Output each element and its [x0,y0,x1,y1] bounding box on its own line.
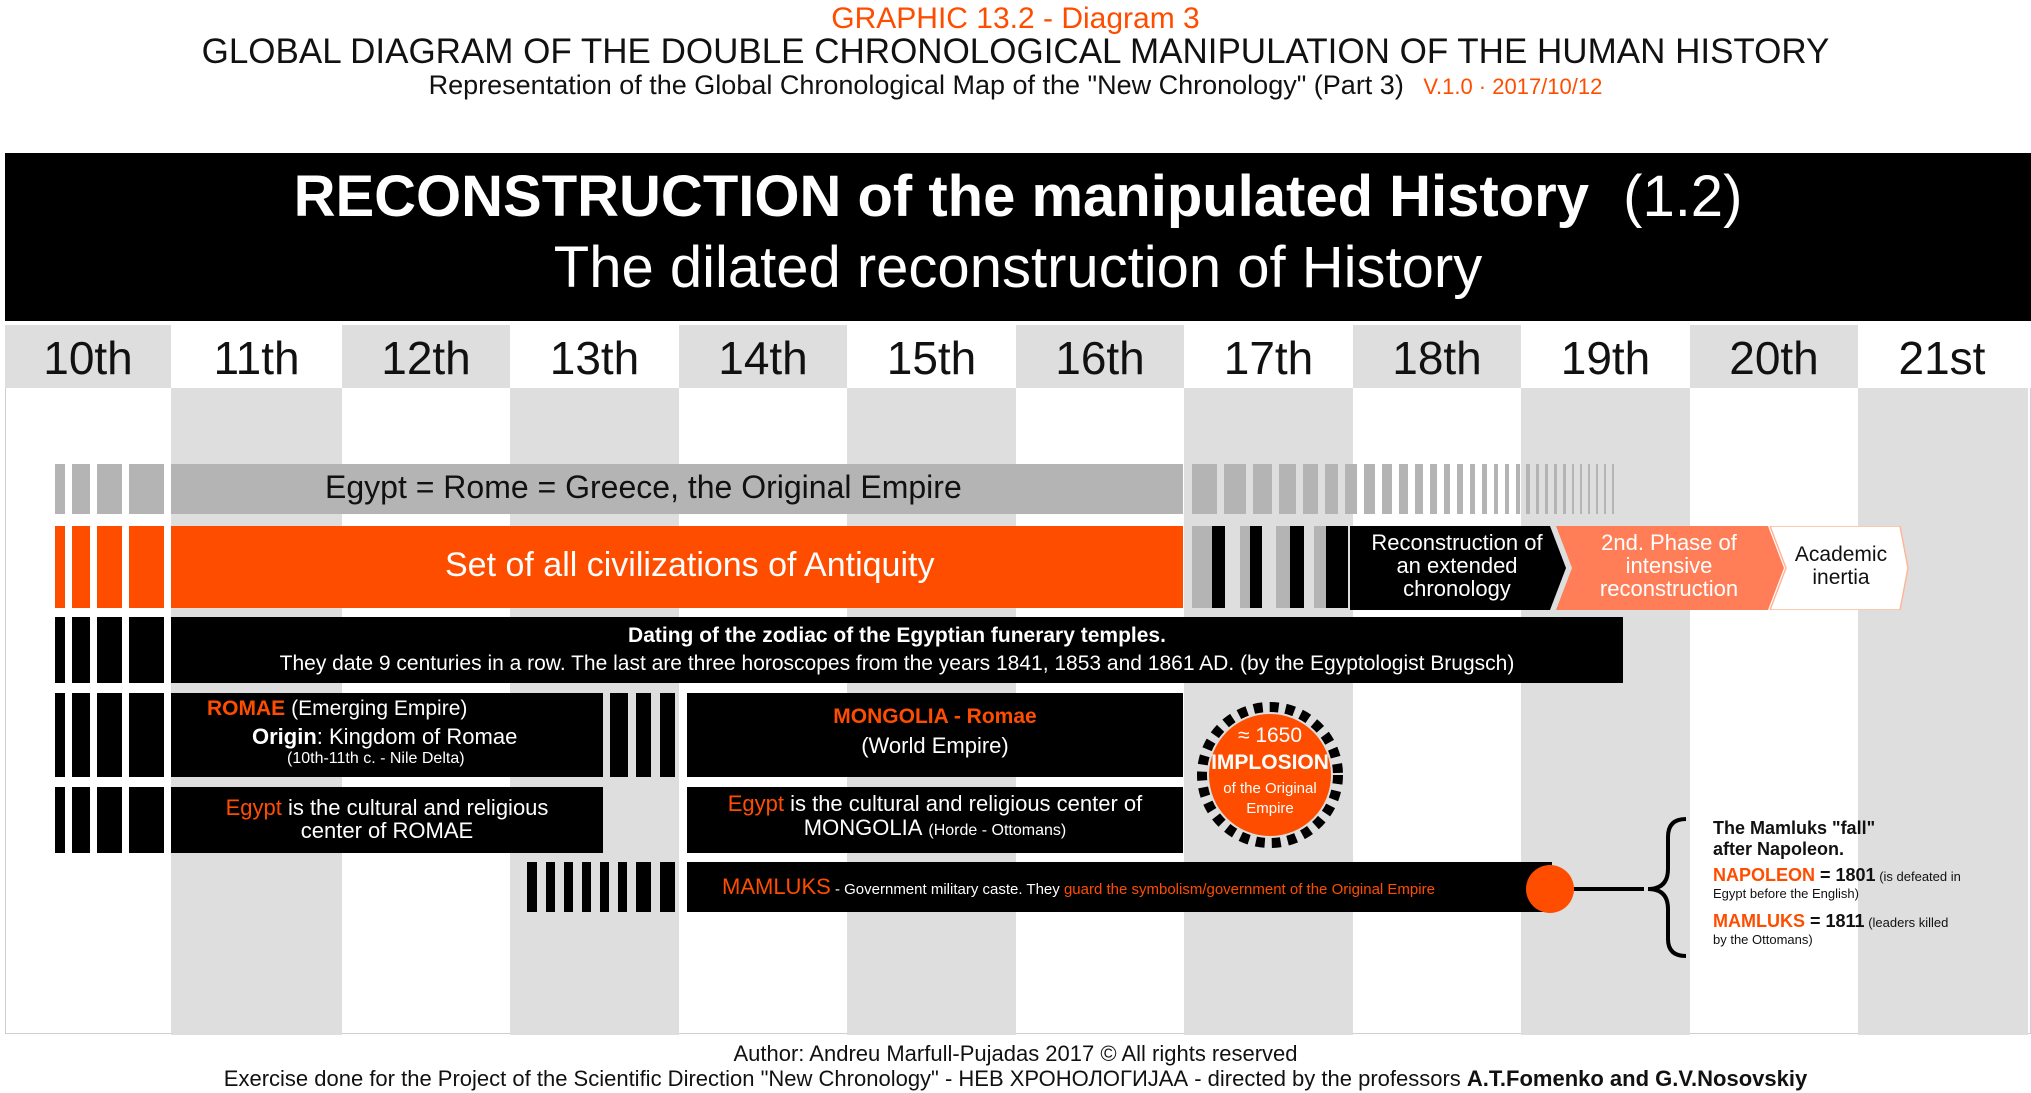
brace-icon [1574,819,1686,956]
mamluks-stripe [546,862,555,912]
century-13th: 13th [549,332,640,384]
banner-title: RECONSTRUCTION of the manipulated History [293,164,1589,229]
graphic-label: GRAPHIC 13.2 - Diagram 3 [831,2,1200,35]
egypt-mongolia-line-1 [687,791,1183,817]
empire-stripe [1596,464,1598,514]
mamluks-note-b: by the Ottomans) [1713,932,1813,947]
empire-stripe [1545,464,1548,514]
mamluks-stripe [636,862,651,912]
empire-stripe [1303,464,1318,514]
diagram-title: GLOBAL DIAGRAM OF THE DOUBLE CHRONOLOGICAL MANIPULATION OF THE HUMAN HISTORY [201,32,1830,71]
napoleon-note-b: Egypt before the English) [1713,886,1859,901]
empire-stripe [1444,464,1450,514]
empire-stripe [1457,464,1463,514]
empire-stripe [1563,464,1566,514]
implosion-line-1: of the Original [1223,780,1317,797]
romae-stripe [97,693,122,777]
mamluks-end-dot [1526,865,1574,913]
empire-stripe [1364,464,1375,514]
empire-stripe [1516,464,1520,514]
mamluks-stripe [660,862,675,912]
banner-title-line [5,163,2031,230]
romae-stripe [660,693,675,777]
century-19th: 19th [1560,332,1651,384]
empire-stripe [1279,464,1296,514]
egypt-stripe [55,787,65,853]
academic-inertia-label: Academic inertia [1794,543,1888,589]
zodiac-stripe [55,617,65,683]
empire-stripe [1482,464,1487,514]
romae-stripe [129,693,164,777]
antiquity-label: Set of all civilizations of Antiquity [445,546,935,584]
banner-title-suffix: (1.2) [1623,164,1743,229]
zodiac-stripe [97,617,122,683]
origin-sub: (10th-11th c. - Nile Delta) [287,750,465,767]
notes-title: The Mamluks "fall" after Napoleon. [1713,818,1876,859]
footer-exercise-authors: A.T.Fomenko and G.V.Nosovskiy [1466,1066,1808,1091]
empire-stripe [1253,464,1272,514]
origin-line [252,724,517,750]
mongolia-title: MONGOLIA - Romae [833,705,1037,728]
century-12th: 12th [381,332,471,384]
empire-stripe [1470,464,1475,514]
century-11th: 11th [213,332,300,384]
zodiac-title: Dating of the zodiac of the Egyptian funerary temples. [628,624,1166,647]
zodiac-text: They date 9 centuries in a row. The last are three horoscopes from the years 1841, 1853 and 1861 AD. (by the Egyptologist Brugsch) [279,652,1515,675]
empire-stripe [1536,464,1539,514]
egypt-mongolia-text-3: (Horde - Ottomans) [928,822,1067,839]
romae-name: ROMAE [207,697,286,720]
mamluks-highlight: guard the symbolism/government of the Original Empire [1063,881,1435,898]
transition-stripe [1290,526,1304,608]
egypt-mongolia-word: Egypt [727,791,784,816]
napoleon-note-a: (is defeated in [1875,869,1961,884]
mamluks-stripe [600,862,609,912]
implosion-title: IMPLOSION [1211,751,1329,774]
romae-heading [207,697,467,721]
transition-stripe [1326,526,1348,608]
implosion-line-2: Empire [1246,800,1294,817]
transition-stripe [1250,526,1262,608]
version-label: V.1.0 · 2017/10/12 [1423,74,1603,99]
brace-connector [1574,815,1694,960]
mamluks-stripe [527,862,537,912]
century-15th: 15th [886,332,977,384]
empire-stripe [1494,464,1498,514]
antiquity-stripe [97,526,122,608]
egypt-mongolia-text-1: is the cultural and religious center of [783,791,1143,816]
empire-stripe [1554,464,1557,514]
egypt-romae-word: Egypt [225,795,282,820]
empire-stripe [1580,464,1582,514]
century-16th: 16th [1055,332,1145,384]
romae-stripe [72,693,90,777]
empire-stripe [1526,464,1530,514]
romae-desc: (Emerging Empire) [291,697,468,720]
transition-stripe [1212,526,1225,608]
mamluks-stripe [618,862,627,912]
empire-stripe [72,464,90,514]
romae-stripe [55,693,65,777]
diagram-subtitle-line [0,70,2031,101]
footer-exercise-text: Exercise done for the Project of the Scientific Direction "New Chronology" - НЕВ ХРОНОЛОГИЈАА - directed by the professors [223,1066,1467,1091]
empire-stripe [1399,464,1408,514]
zodiac-stripe [129,617,164,683]
egypt-stripe [97,787,122,853]
mamluks-name: MAMLUKS [722,874,831,899]
mamluks-stripe [564,862,573,912]
origin-label: Origin [252,724,317,749]
empire-stripe [55,464,65,514]
napoleon-name: NAPOLEON [1713,865,1816,885]
egypt-stripe [129,787,164,853]
century-10th: 10th [43,332,133,384]
empire-stripe [1325,464,1338,514]
napoleon-note [1713,867,2018,902]
mamluks-stripe [582,862,591,912]
egypt-stripe [72,787,90,853]
romae-stripe [610,693,628,777]
empire-stripe [97,464,122,514]
egypt-romae-text-1: is the cultural and religious [281,795,549,820]
mamluks-line [722,874,1435,900]
empire-stripe [1505,464,1509,514]
romae-stripe [636,693,651,777]
footer-author: Author: Andreu Marfull-Pujadas 2017 © All rights reserved [733,1041,1298,1066]
empire-stripe [1588,464,1590,514]
century-21st: 21st [1898,332,1986,384]
zodiac-stripe [72,617,90,683]
implosion-year: ≈ 1650 [1237,724,1303,747]
empire-stripe [1430,464,1437,514]
reconstruction-extended-label: Reconstruction of an extended chronology [1371,530,1543,601]
empire-stripe [1382,464,1392,514]
origin-text: : Kingdom of Romae [316,724,518,749]
mamluks-desc: - Government military caste. They [830,881,1064,898]
empire-stripe [1415,464,1423,514]
egypt-mongolia-text-2: MONGOLIA [803,815,923,840]
century-17th: 17th [1223,332,1314,384]
mamluks-note [1713,913,2018,948]
diagram-subtitle: Representation of the Global Chronological Map of the "New Chronology" (Part 3) [428,70,1404,100]
implosion-badge [1195,700,1345,850]
napoleon-year: = 1801 [1815,865,1876,885]
empire-stripe [1192,464,1217,514]
empire-stripe [1345,464,1357,514]
mamluks-note-a: (leaders killed [1864,915,1949,930]
empire-stripe [1604,464,1606,514]
antiquity-stripe [55,526,65,608]
antiquity-stripe [72,526,90,608]
footer-exercise [0,1066,2031,1092]
mamluks-note-name: MAMLUKS [1713,911,1805,931]
antiquity-stripe [129,526,164,608]
empire-stripe [1612,464,1614,514]
mongolia-desc: (World Empire) [861,733,1009,758]
century-14th: 14th [718,332,808,384]
second-phase-label: 2nd. Phase of intensive reconstruction [1599,530,1739,601]
mamluks-note-year: = 1811 [1805,911,1865,931]
egypt-mongolia-line-2 [687,815,1183,841]
empire-stripe [129,464,164,514]
century-18th: 18th [1392,332,1482,384]
century-20th: 20th [1729,332,1819,384]
empire-label: Egypt = Rome = Greece, the Original Empire [325,469,962,505]
egypt-romae-line-2: center of ROMAE [300,818,474,843]
empire-stripe [1224,464,1246,514]
empire-stripe [1572,464,1574,514]
banner-subtitle: The dilated reconstruction of History [553,235,1483,300]
